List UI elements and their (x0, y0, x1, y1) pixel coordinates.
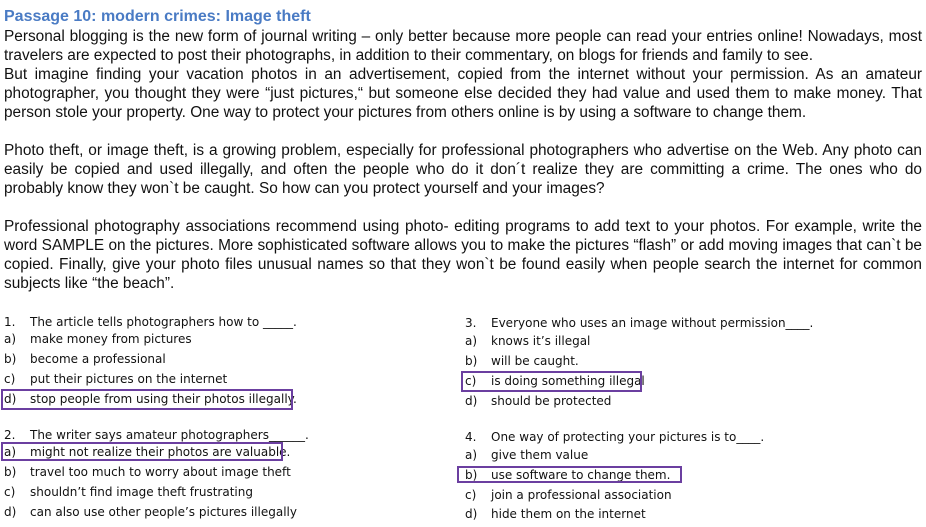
option-label: a) (465, 334, 478, 348)
question-text: One way of protecting your pictures is to____. (491, 430, 765, 444)
question-2 (4, 426, 444, 526)
paragraph-1: Personal blogging is the new form of journal writing – only better because more people can read your entries online! Nowadays, most travelers are expected to post their photographs, in addition to their commentary, on blogs for friends and family to see. (4, 28, 922, 64)
option-label: d) (4, 505, 17, 519)
option-label: a) (4, 445, 17, 459)
option-text: put their pictures on the internet (30, 372, 228, 386)
option-text: travel too much to worry about image theft (30, 465, 291, 479)
option-text: might not realize their photos are valuable. (30, 445, 291, 459)
question-text: Everyone who uses an image without permission____. (491, 316, 814, 330)
option-text: make money from pictures (30, 332, 192, 346)
question-number: 2. (4, 428, 16, 442)
paragraph-3: Photo theft, or image theft, is a growing problem, especially for professional photographers who advertise on the Web. Any photo can easily be copied and used illegally, and often the people who do it don´t realize they are committing a crime. The ones who do probably know they won`t be caught. So how can you protect yourself and your images? (4, 142, 922, 197)
option-text: can also use other people’s pictures illegally (30, 505, 297, 519)
option-label: d) (465, 394, 478, 408)
question-number: 1. (4, 315, 16, 329)
option-label: c) (4, 485, 16, 499)
option-label: c) (465, 488, 477, 502)
question-text: The article tells photographers how to _____. (30, 315, 297, 329)
option-text: become a professional (30, 352, 166, 366)
option-label: c) (465, 374, 477, 388)
paragraph-2: But imagine finding your vacation photos in an advertisement, copied from the internet without your permission. As an amateur photographer, you thought they were “just pictures,“ but someone else decided they had value and used them to make money. That person stole your property. One way to protect your pictures from others online is by using a software to change them. (4, 66, 922, 121)
answer-highlight-box (1, 389, 293, 410)
option-text: join a professional association (491, 488, 672, 502)
option-label: d) (4, 392, 17, 406)
question-3 (465, 314, 905, 414)
answer-highlight-box (457, 466, 682, 483)
option-text: use software to change them. (491, 468, 671, 482)
question-number: 4. (465, 430, 477, 444)
option-label: b) (465, 354, 478, 368)
option-text: will be caught. (491, 354, 579, 368)
answer-highlight-box (461, 371, 642, 392)
option-text: knows it’s illegal (491, 334, 591, 348)
option-label: b) (4, 465, 17, 479)
option-text: give them value (491, 448, 589, 462)
option-text: hide them on the internet (491, 507, 646, 521)
option-label: b) (4, 352, 17, 366)
option-label: c) (4, 372, 16, 386)
paragraph-4: Professional photography associations recommend using photo- editing programs to add text to your photos. For example, write the word SAMPLE on the pictures. More sophisticated software allows you to make the pictures “flash” or add moving images that can`t be copied. Finally, give your photo files unusual names so that they won`t be found easily when people search the internet for common subjects like “the beach”. (4, 218, 922, 292)
option-text: shouldn’t find image theft frustrating (30, 485, 253, 499)
question-number: 3. (465, 316, 477, 330)
passage-title: Passage 10: modern crimes: Image theft (4, 8, 311, 25)
option-label: d) (465, 507, 478, 521)
answer-highlight-box (1, 442, 283, 461)
option-label: a) (465, 448, 478, 462)
question-text: The writer says amateur photographers______. (30, 428, 309, 442)
option-label: a) (4, 332, 17, 346)
question-4 (465, 428, 905, 526)
option-label: b) (465, 468, 478, 482)
option-text: stop people from using their photos illegally. (30, 392, 297, 406)
option-text: should be protected (491, 394, 612, 408)
question-1 (4, 313, 444, 413)
option-text: is doing something illegal (491, 374, 645, 388)
